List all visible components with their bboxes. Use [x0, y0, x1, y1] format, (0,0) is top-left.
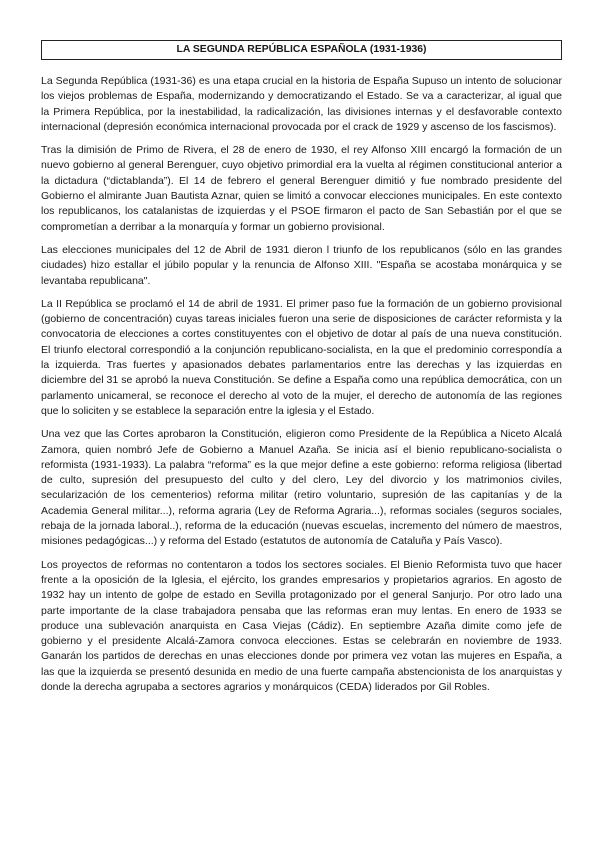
paragraph-opposition: Los proyectos de reformas no contentaron a todos los sectores sociales. El Bienio Reformista tuvo que hacer frente a la oposición de la Iglesia, el ejército, los grandes empresarios y propietarios agrarios. En agosto de 1932 hay un intento de golpe de estado en Sevilla protagonizado por el general Sanjurjo. Por otro lado una parte importante de la clase trabajadora pensaba que las reformas eran muy lentas. En enero de 1933 se produce una sublevación anarquista en Casa Viejas (Cádiz). En septiembre Azaña dimite como jefe de gobierno y el presidente Alcalá-Zamora convoca elecciones. Estas se celebrarán en noviembre de 1933. Ganarán los partidos de derechas en unas elecciones donde por primera vez votan las mujeres en España, a las que la izquierda se presentó desunida en medio de una fuerte campaña abstencionista de los anarquistas y donde la derecha agrupaba a sectores agrarios y monárquicos (CEDA) liderados por Gil Robles. — [41, 558, 562, 693]
paragraph-berenguer: Tras la dimisión de Primo de Rivera, el 28 de enero de 1930, el rey Alfonso XIII encargó la formación de un nuevo gobierno al general Berenguer, cuyo objetivo primordial era la vuelta al régimen constitucional anterior a la dictadura (“dictablanda”). El 14 de febrero el general Berenguer dimitió y fue nombrado presidente del Gobierno el almirante Juan Bautista Aznar, quien se limitó a convocar elecciones municipales. En este contexto los republicanos, los catalanistas de izquierdas y el PSOE firmaron el pacto de San Sebastián por el que se comprometían a derribar a la monarquía y formar un gobierno provisional. — [41, 144, 562, 233]
document-page — [41, 40, 562, 703]
paragraph-reformist-biennium: Una vez que las Cortes aprobaron la Constitución, eligieron como Presidente de la República a Niceto Alcalá Zamora, quien nombró Jefe de Gobierno a Manuel Azaña. Se inicia así el bienio republicano-socialista o reformista (1931-1933). La palabra “reforma” es la que mejor define a este gobierno: reforma religiosa (libertad de culto, supresión del presupuesto del culto y del clero, Ley del divorcio y los matrimonios civiles, secularización de los cementerios) reforma militar (retiro voluntario, supresión de las capitanías y de la Academia General militar...), reforma agraria (Ley de Reforma Agraria...), reformas sociales (seguros sociales, rebaja de la jornada laboral..), reforma de la educación (nuevas escuelas, incremento del número de maestros, misiones pedagógicas...) y reforma del Estado (estatutos de autonomía de Cataluña y País Vasco). — [41, 428, 562, 548]
paragraph-elections-1931: Las elecciones municipales del 12 de Abril de 1931 dieron l triunfo de los republicanos (sólo en las grandes ciudades) hizo estallar el júbilo popular y la renuncia de Alfonso XIII. "España se acostaba monárquica y se levantaba republicana". — [41, 243, 562, 287]
document-title: LA SEGUNDA REPÚBLICA ESPAÑOLA (1931-1936) — [41, 40, 562, 60]
paragraph-intro: La Segunda República (1931-36) es una etapa crucial en la historia de España Supuso un intento de solucionar los viejos problemas de España, modernizando y democratizando el Estado. Se va a caracterizar, al igual que la Primera República, por la inestabilidad, la radicalización, las divisiones internas y el desfavorable contexto internacional (depresión económica internacional provocada por el crack de 1929 y ascenso de los fascismos). — [41, 75, 562, 133]
paragraph-proclamation: La II República se proclamó el 14 de abril de 1931. El primer paso fue la formación de un gobierno provisional (gobierno de concentración) cuyas tareas iniciales fueron una serie de disposiciones de carácter reformista y la convocatoria de elecciones a cortes constituyentes con el objetivo de dotar al país de una nueva constitución. El triunfo electoral correspondió a la conjunción republicano-socialista, en la que el predominio correspondía a la izquierda. Tras fuertes y apasionados debates parlamentarios entre las derechas y las izquierdas en diciembre del 31 se aprobó la nueva Constitución. Se define a España como una república democrática, con un parlamento unicameral, se reconoce el derecho al voto de la mujer, el derecho de autonomía de las regiones que lo soliciten y se establece la separación entre la iglesia y el Estado. — [41, 297, 562, 417]
